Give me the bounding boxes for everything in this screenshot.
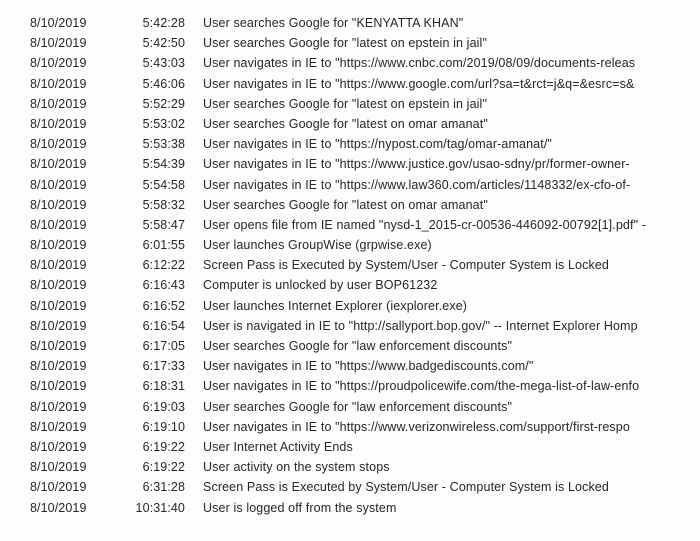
log-time: 5:53:02 — [142, 116, 185, 131]
log-description: User navigates in IE to "https://www.verizonwireless.com/support/first-respo — [203, 419, 630, 434]
log-row — [0, 498, 700, 518]
log-description: Screen Pass is Executed by System/User - Computer System is Locked — [203, 258, 609, 273]
log-date: 8/10/2019 — [30, 460, 87, 475]
log-description: User navigates in IE to "https://www.cnbc.com/2019/08/09/documents-releas — [203, 56, 636, 71]
log-date: 8/10/2019 — [30, 439, 87, 454]
log-time: 5:53:38 — [142, 137, 185, 152]
log-date: 8/10/2019 — [30, 137, 87, 152]
log-row — [0, 114, 700, 134]
log-description: User is logged off from the system — [203, 500, 397, 515]
log-date: 8/10/2019 — [30, 339, 87, 353]
log-description: Screen Pass is Executed by System/User - Computer System is Locked — [203, 480, 609, 495]
log-description: User searches Google for "latest on epstein in jail" — [203, 36, 488, 51]
log-row — [0, 195, 700, 215]
log-time: 6:31:28 — [142, 480, 185, 495]
log-time: 6:17:33 — [142, 359, 185, 374]
log-time: 5:58:47 — [142, 217, 185, 232]
log-description: User searches Google for "law enforcement discounts" — [203, 399, 513, 414]
log-time: 6:12:22 — [142, 258, 185, 273]
log-date: 8/10/2019 — [30, 238, 87, 253]
log-description: User opens file from IE named "nysd-1_2015-cr-00536-446092-00792[1].pdf" - — [203, 217, 647, 232]
log-date: 8/10/2019 — [30, 500, 87, 515]
log-row — [0, 336, 700, 356]
log-date: 8/10/2019 — [30, 399, 87, 414]
log-description: User searches Google for "latest on omar amanat" — [203, 197, 488, 212]
log-row — [0, 437, 700, 457]
log-description: User searches Google for "latest on omar amanat" — [203, 116, 488, 131]
log-description: User launches GroupWise (grpwise.exe) — [203, 238, 432, 253]
log-row — [0, 175, 700, 195]
log-description: User navigates in IE to "https://www.justice.gov/usao-sdny/pr/former-owner- — [203, 157, 630, 172]
log-date: 8/10/2019 — [30, 318, 87, 333]
log-date: 8/10/2019 — [30, 116, 87, 131]
log-date: 8/10/2019 — [30, 419, 87, 434]
log-row — [0, 397, 700, 417]
log-time: 6:19:03 — [142, 399, 185, 414]
log-description: User navigates in IE to "https://www.google.com/url?sa=t&rct=j&q=&esrc=s& — [203, 76, 635, 91]
log-date: 8/10/2019 — [30, 217, 87, 232]
log-date: 8/10/2019 — [30, 56, 87, 71]
log-time: 5:43:03 — [142, 56, 185, 71]
log-time: 6:01:55 — [142, 238, 185, 253]
log-row — [0, 477, 700, 497]
log-description: Computer is unlocked by user BOP61232 — [203, 278, 438, 293]
log-row-list — [0, 13, 700, 518]
log-date: 8/10/2019 — [30, 298, 87, 313]
log-row — [0, 33, 700, 53]
log-row — [0, 53, 700, 73]
log-time: 5:46:06 — [142, 76, 185, 91]
log-description: User activity on the system stops — [203, 460, 390, 475]
log-date: 8/10/2019 — [30, 258, 87, 273]
log-time: 6:19:22 — [142, 460, 185, 475]
log-row — [0, 215, 700, 235]
log-row — [0, 316, 700, 336]
log-time: 5:42:28 — [142, 16, 185, 30]
log-date: 8/10/2019 — [30, 197, 87, 212]
log-time: 6:16:43 — [142, 278, 185, 293]
log-time: 6:19:10 — [142, 419, 185, 434]
log-row — [0, 417, 700, 437]
log-row — [0, 255, 700, 275]
log-time: 5:54:58 — [142, 177, 185, 192]
log-row — [0, 154, 700, 174]
log-date: 8/10/2019 — [30, 96, 87, 111]
log-time: 6:18:31 — [142, 379, 185, 394]
log-row — [0, 376, 700, 396]
log-row — [0, 74, 700, 94]
log-time: 5:54:39 — [142, 157, 185, 172]
log-date: 8/10/2019 — [30, 157, 87, 172]
log-description: User navigates in IE to "https://www.law360.com/articles/1148332/ex-cfo-of- — [203, 177, 631, 192]
log-row — [0, 94, 700, 114]
log-description: User launches Internet Explorer (iexplorer.exe) — [203, 298, 468, 313]
log-time: 6:17:05 — [142, 339, 185, 353]
log-description: User navigates in IE to "https://nypost.com/tag/omar-amanat/" — [203, 137, 552, 152]
log-description: User Internet Activity Ends — [203, 439, 353, 454]
log-time: 5:42:50 — [142, 36, 185, 51]
log-date: 8/10/2019 — [30, 278, 87, 293]
log-row — [0, 457, 700, 477]
log-description: User is navigated in IE to "http://sallyport.bop.gov/" -- Internet Explorer Homp — [203, 318, 638, 333]
log-description: User navigates in IE to "https://www.badgediscounts.com/" — [203, 359, 534, 374]
log-description: User searches Google for "KENYATTA KHAN" — [203, 16, 464, 30]
log-description: User searches Google for "latest on epstein in jail" — [203, 96, 488, 111]
log-row — [0, 356, 700, 376]
log-row — [0, 13, 700, 33]
log-description: User navigates in IE to "https://proudpolicewife.com/the-mega-list-of-law-enfo — [203, 379, 640, 394]
log-row — [0, 275, 700, 295]
log-time: 5:52:29 — [142, 96, 185, 111]
log-row — [0, 296, 700, 316]
log-description: User searches Google for "law enforcement discounts" — [203, 339, 513, 353]
log-time: 6:16:52 — [142, 298, 185, 313]
log-date: 8/10/2019 — [30, 177, 87, 192]
log-date: 8/10/2019 — [30, 359, 87, 374]
log-time: 6:16:54 — [142, 318, 185, 333]
log-row — [0, 235, 700, 255]
log-time: 5:58:32 — [142, 197, 185, 212]
log-row — [0, 134, 700, 154]
log-date: 8/10/2019 — [30, 480, 87, 495]
log-date: 8/10/2019 — [30, 16, 87, 30]
log-time: 10:31:40 — [135, 500, 185, 515]
log-date: 8/10/2019 — [30, 76, 87, 91]
log-date: 8/10/2019 — [30, 379, 87, 394]
log-time: 6:19:22 — [142, 439, 185, 454]
log-date: 8/10/2019 — [30, 36, 87, 51]
